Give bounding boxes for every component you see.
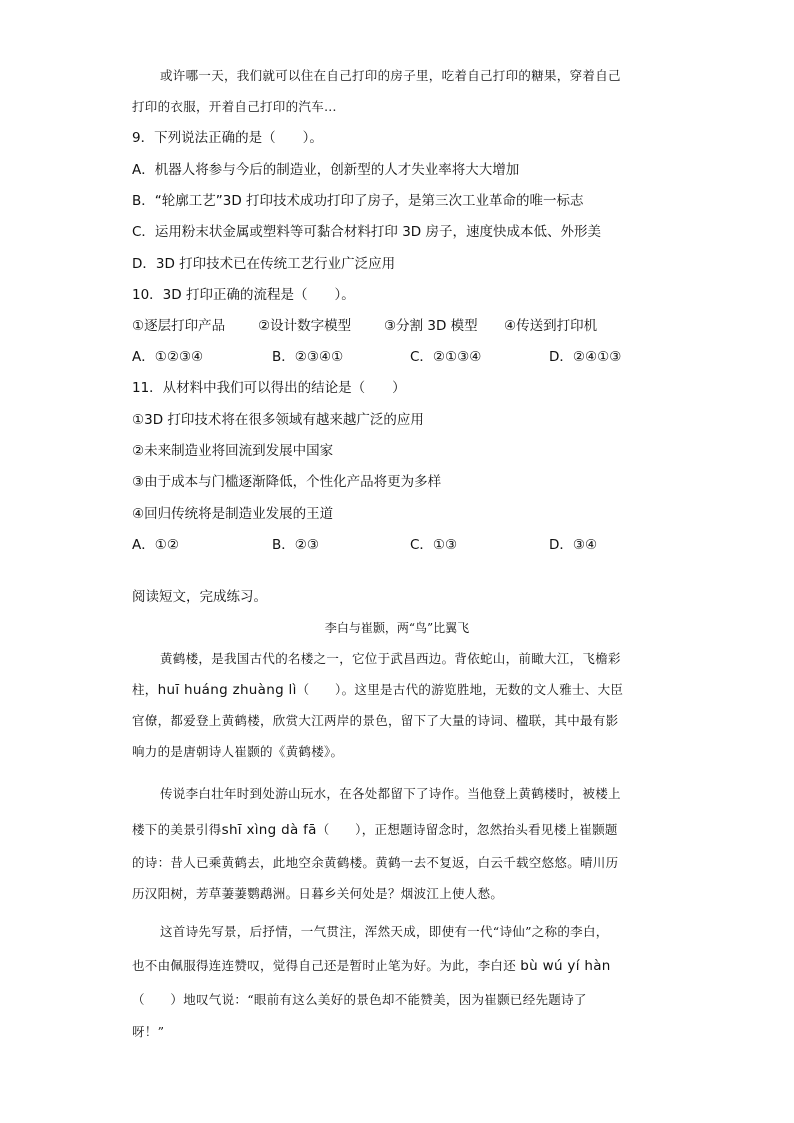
question-11-stem: 11．从材料中我们可以得出的结论是（ ） [132, 380, 406, 396]
question-9-option-b: B．“轮廓工艺”3D 打印技术成功打印了房子，是第三次工业革命的唯一标志 [132, 193, 584, 209]
question-9-stem: 9．下列说法正确的是（ ）。 [132, 130, 323, 146]
question-11-option-d: D．③④ [549, 537, 598, 553]
answer-blank: （ ），正想题诗留念时，忽然抬头看见楼上崔颢题 [316, 822, 618, 837]
reading-p1-text: 柱， [132, 682, 158, 697]
question-10-step: ④传送到打印机 [504, 318, 598, 334]
reading-p3-line: 呀！” [132, 1024, 165, 1039]
question-11-statement: ②未来制造业将回流到发展中国家 [132, 443, 334, 459]
question-11-option-a: A．①② [132, 537, 179, 553]
question-10-option-a: A．①②③④ [132, 349, 204, 365]
question-10-option-b: B．②③④① [272, 349, 344, 365]
reading-p1-line: 响力的是唐朝诗人崔颢的《黄鹤楼》。 [132, 744, 344, 759]
question-11-option-b: B．②③ [272, 537, 319, 553]
reading-p2-text: 楼下的美景引得 [132, 822, 222, 837]
passage-line: 打印的衣服，开着自己打印的汽车… [132, 99, 337, 114]
pinyin-prompt: shī xìng dà fā [221, 822, 317, 838]
question-10-step: ①逐层打印产品 [132, 318, 226, 334]
reading-p1-line [132, 680, 623, 700]
question-10-stem: 10．3D 打印正确的流程是（ ）。 [132, 287, 355, 303]
reading-p3-text: 地叹气说：“眼前有这么美好的景色却不能赞美，因为崔颢已经先题诗了 [183, 992, 587, 1007]
reading-p3-line: 这首诗先写景，后抒情，一气贯注，浑然天成，即使有一代“诗仙”之称的李白， [160, 924, 609, 939]
reading-p2-line: 历汉阳树，芳草萋萋鹦鹉洲。日暮乡关何处是？烟波江上使人愁。 [132, 886, 504, 901]
question-11-statement: ③由于成本与门槛逐渐降低，个性化产品将更为多样 [132, 474, 442, 490]
reading-p1-line: 官僚，都爱登上黄鹤楼，欣赏大江两岸的景色，留下了大量的诗词、楹联，其中最有影 [132, 713, 619, 728]
question-10-step: ②设计数字模型 [258, 318, 352, 334]
passage-line: 或许哪一天，我们就可以住在自己打印的房子里，吃着自己打印的糖果，穿着自己 [160, 68, 621, 83]
question-11-statement: ④回归传统将是制造业发展的王道 [132, 506, 334, 522]
reading-p2-line [132, 820, 618, 840]
reading-instruction: 阅读短文，完成练习。 [132, 589, 267, 605]
pinyin-prompt: bù wú yí hàn [520, 958, 611, 974]
reading-p2-line: 的诗：昔人已乘黄鹤去，此地空余黄鹤楼。黄鹤一去不复返，白云千载空悠悠。晴川历 [132, 855, 619, 870]
question-11-option-c: C．①③ [410, 537, 458, 553]
question-10-option-c: C．②①③④ [410, 349, 482, 365]
reading-p1-line: 黄鹤楼，是我国古代的名楼之一，它位于武昌西边。背依蛇山，前瞰大江，飞檐彩 [160, 651, 621, 666]
answer-blank: （ ）。这里是古代的游览胜地，无数的文人雅士、大臣 [296, 682, 624, 697]
reading-p2-line: 传说李白壮年时到处游山玩水，在各处都留下了诗作。当他登上黄鹤楼时，被楼上 [160, 786, 621, 801]
question-9-option-c: C．运用粉末状金属或塑料等可黏合材料打印 3D 房子，速度快成本低、外形美 [132, 224, 601, 240]
reading-p3-line [132, 956, 611, 976]
reading-title: 李白与崔颢，两“鸟”比翼飞 [324, 621, 470, 635]
question-9-option-a: A．机器人将参与今后的制造业，创新型的人才失业率将大大增加 [132, 162, 520, 178]
question-10-option-d: D．②④①③ [549, 349, 622, 365]
reading-p3-line [132, 990, 587, 1010]
question-9-option-d: D．3D 打印技术已在传统工艺行业广泛应用 [132, 256, 396, 272]
pinyin-prompt: huī huáng zhuàng lì [157, 682, 297, 698]
question-11-statement: ①3D 打印技术将在很多领域有越来越广泛的应用 [132, 412, 424, 428]
answer-blank: （ ） [132, 992, 184, 1007]
reading-p3-text: 也不由佩服得连连赞叹，觉得自己还是暂时止笔为好。为此，李白还 [132, 958, 517, 973]
question-10-step: ③分割 3D 模型 [384, 318, 478, 334]
